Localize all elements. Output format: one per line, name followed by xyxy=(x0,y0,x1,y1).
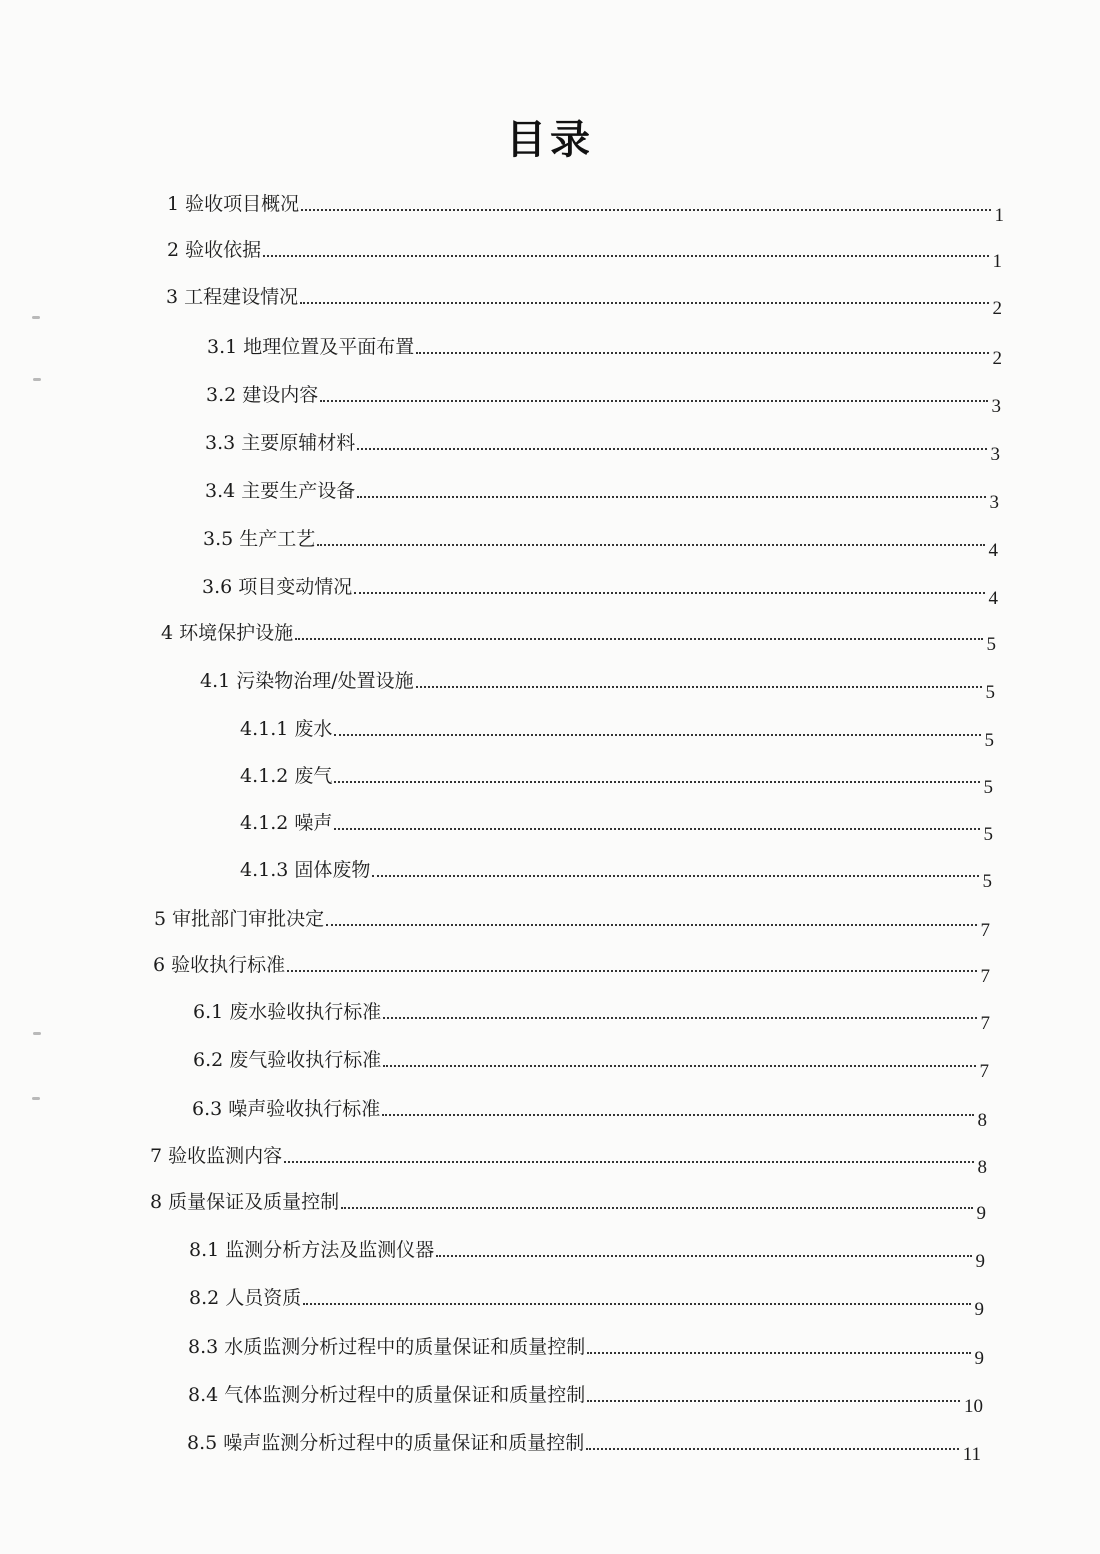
toc-entry[interactable] xyxy=(150,1139,987,1178)
toc-leader xyxy=(416,686,982,688)
toc-leader xyxy=(383,1065,975,1067)
toc-entry-label: 6.1 废水验收执行标准 xyxy=(193,1001,382,1023)
toc-entry-label: 8.3 水质监测分析过程中的质量保证和质量控制 xyxy=(188,1336,586,1358)
toc-entry-page: 3 xyxy=(991,396,1001,417)
toc-entry[interactable] xyxy=(154,902,990,941)
toc-entry-label: 4.1.1 废水 xyxy=(240,718,333,740)
toc-leader xyxy=(301,209,990,211)
toc-entry[interactable] xyxy=(161,616,996,655)
toc-entry-page: 8 xyxy=(977,1110,987,1131)
toc-entry-page: 7 xyxy=(980,966,990,987)
toc-entry[interactable] xyxy=(189,1281,984,1320)
toc-entry[interactable] xyxy=(192,1092,987,1131)
toc-leader xyxy=(326,924,976,926)
toc-leader xyxy=(334,781,979,783)
toc-entry-page: 9 xyxy=(974,1299,984,1320)
toc-entry-page: 9 xyxy=(974,1348,984,1369)
toc-leader xyxy=(357,448,986,450)
toc-leader xyxy=(300,302,988,304)
toc-entry-label: 8.1 监测分析方法及监测仪器 xyxy=(189,1239,435,1261)
toc-entry-label: 3.5 生产工艺 xyxy=(203,528,316,550)
toc-entry[interactable] xyxy=(188,1330,984,1369)
toc-entry[interactable] xyxy=(193,1043,989,1082)
toc-leader xyxy=(317,544,984,546)
toc-leader xyxy=(263,255,988,257)
toc-entry-page: 3 xyxy=(989,492,999,513)
toc-entry-page: 1 xyxy=(992,251,1002,272)
toc-entry[interactable] xyxy=(166,280,1002,319)
toc-entry-page: 7 xyxy=(980,1013,990,1034)
toc-entry-page: 3 xyxy=(990,444,1000,465)
toc-entry-label: 4.1.3 固体废物 xyxy=(240,859,371,881)
toc-entry[interactable] xyxy=(240,853,992,892)
toc-entry-page: 1 xyxy=(994,205,1004,226)
toc-entry-label: 2 验收依据 xyxy=(167,239,262,261)
toc-leader xyxy=(295,638,982,640)
toc-entry-label: 5 审批部门审批决定 xyxy=(154,908,325,930)
toc-entry[interactable] xyxy=(240,759,993,798)
scan-speck xyxy=(33,378,41,381)
toc-leader xyxy=(383,1017,976,1019)
toc-entry-label: 6.2 废气验收执行标准 xyxy=(193,1049,382,1071)
toc-entry-page: 2 xyxy=(992,348,1002,369)
toc-entry-page: 9 xyxy=(975,1251,985,1272)
toc-entry-page: 11 xyxy=(962,1444,981,1465)
toc-leader xyxy=(382,1114,973,1116)
toc-entry-label: 3.3 主要原辅材料 xyxy=(205,432,356,454)
toc-entry-page: 5 xyxy=(983,777,993,798)
toc-entry-page: 4 xyxy=(988,540,998,561)
toc-entry-label: 1 验收项目概况 xyxy=(167,193,300,215)
toc-entry[interactable] xyxy=(203,522,998,561)
toc-entry[interactable] xyxy=(188,1378,983,1417)
toc-entry[interactable] xyxy=(205,426,1000,465)
toc-entry-page: 8 xyxy=(977,1157,987,1178)
toc-entry[interactable] xyxy=(153,948,990,987)
toc-leader xyxy=(320,400,987,402)
toc-entry-page: 4 xyxy=(988,588,998,609)
toc-leader xyxy=(334,828,979,830)
toc-entry-label: 4.1.2 废气 xyxy=(240,765,333,787)
toc-entry[interactable] xyxy=(193,995,990,1034)
toc-entry-label: 3.1 地理位置及平面布置 xyxy=(207,336,415,358)
toc-entry-page: 5 xyxy=(985,682,995,703)
toc-entry-label: 8.2 人员资质 xyxy=(189,1287,302,1309)
toc-entry[interactable] xyxy=(189,1233,985,1272)
toc-entry[interactable] xyxy=(167,187,1004,226)
toc-entry-label: 3 工程建设情况 xyxy=(166,286,299,308)
toc-entry-page: 7 xyxy=(980,920,990,941)
toc-entry-page: 9 xyxy=(976,1203,986,1224)
toc-entry[interactable] xyxy=(240,712,994,751)
toc-entry[interactable] xyxy=(150,1185,986,1224)
toc-leader xyxy=(357,496,985,498)
toc-entry-label: 3.2 建设内容 xyxy=(206,384,319,406)
toc-entry[interactable] xyxy=(240,806,993,845)
toc-leader xyxy=(354,592,984,594)
toc-entry[interactable] xyxy=(206,378,1001,417)
toc-leader xyxy=(287,970,976,972)
toc-entry[interactable] xyxy=(167,233,1002,272)
toc-entry-page: 5 xyxy=(986,634,996,655)
toc-entry-page: 7 xyxy=(979,1061,989,1082)
toc-entry-label: 8.5 噪声监测分析过程中的质量保证和质量控制 xyxy=(187,1432,585,1454)
scan-speck xyxy=(33,1032,41,1035)
toc-entry-label: 3.6 项目变动情况 xyxy=(202,576,353,598)
toc-leader xyxy=(341,1207,972,1209)
toc-leader xyxy=(303,1303,970,1305)
scan-speck xyxy=(32,316,40,319)
toc-entry[interactable] xyxy=(200,664,995,703)
toc-entry[interactable] xyxy=(187,1426,981,1465)
page-title: 目录 xyxy=(506,117,594,163)
toc-entry-page: 5 xyxy=(984,730,994,751)
toc-entry[interactable] xyxy=(207,330,1002,369)
toc-entry-page: 2 xyxy=(992,298,1002,319)
toc-leader xyxy=(587,1400,960,1402)
toc-entry-page: 10 xyxy=(964,1396,983,1417)
toc-entry-label: 4.1.2 噪声 xyxy=(240,812,333,834)
toc-leader xyxy=(416,352,988,354)
toc-entry-label: 8 质量保证及质量控制 xyxy=(150,1191,340,1213)
toc-entry-page: 5 xyxy=(983,824,993,845)
toc-entry-label: 8.4 气体监测分析过程中的质量保证和质量控制 xyxy=(188,1384,586,1406)
toc-leader xyxy=(436,1255,971,1257)
toc-leader xyxy=(334,734,980,736)
toc-leader xyxy=(587,1352,970,1354)
toc-entry-page: 5 xyxy=(982,871,992,892)
toc-entry-label: 6.3 噪声验收执行标准 xyxy=(192,1098,381,1120)
toc-entry[interactable] xyxy=(202,570,998,609)
toc-leader xyxy=(284,1161,973,1163)
toc-leader xyxy=(372,875,978,877)
toc-entry-label: 6 验收执行标准 xyxy=(153,954,286,976)
toc-entry-label: 4 环境保护设施 xyxy=(161,622,294,644)
toc-entry[interactable] xyxy=(205,474,999,513)
scan-speck xyxy=(32,1097,40,1100)
toc-leader xyxy=(586,1448,958,1450)
toc-entry-label: 7 验收监测内容 xyxy=(150,1145,283,1167)
toc-entry-label: 4.1 污染物治理/处置设施 xyxy=(200,670,414,692)
toc-entry-label: 3.4 主要生产设备 xyxy=(205,480,356,502)
